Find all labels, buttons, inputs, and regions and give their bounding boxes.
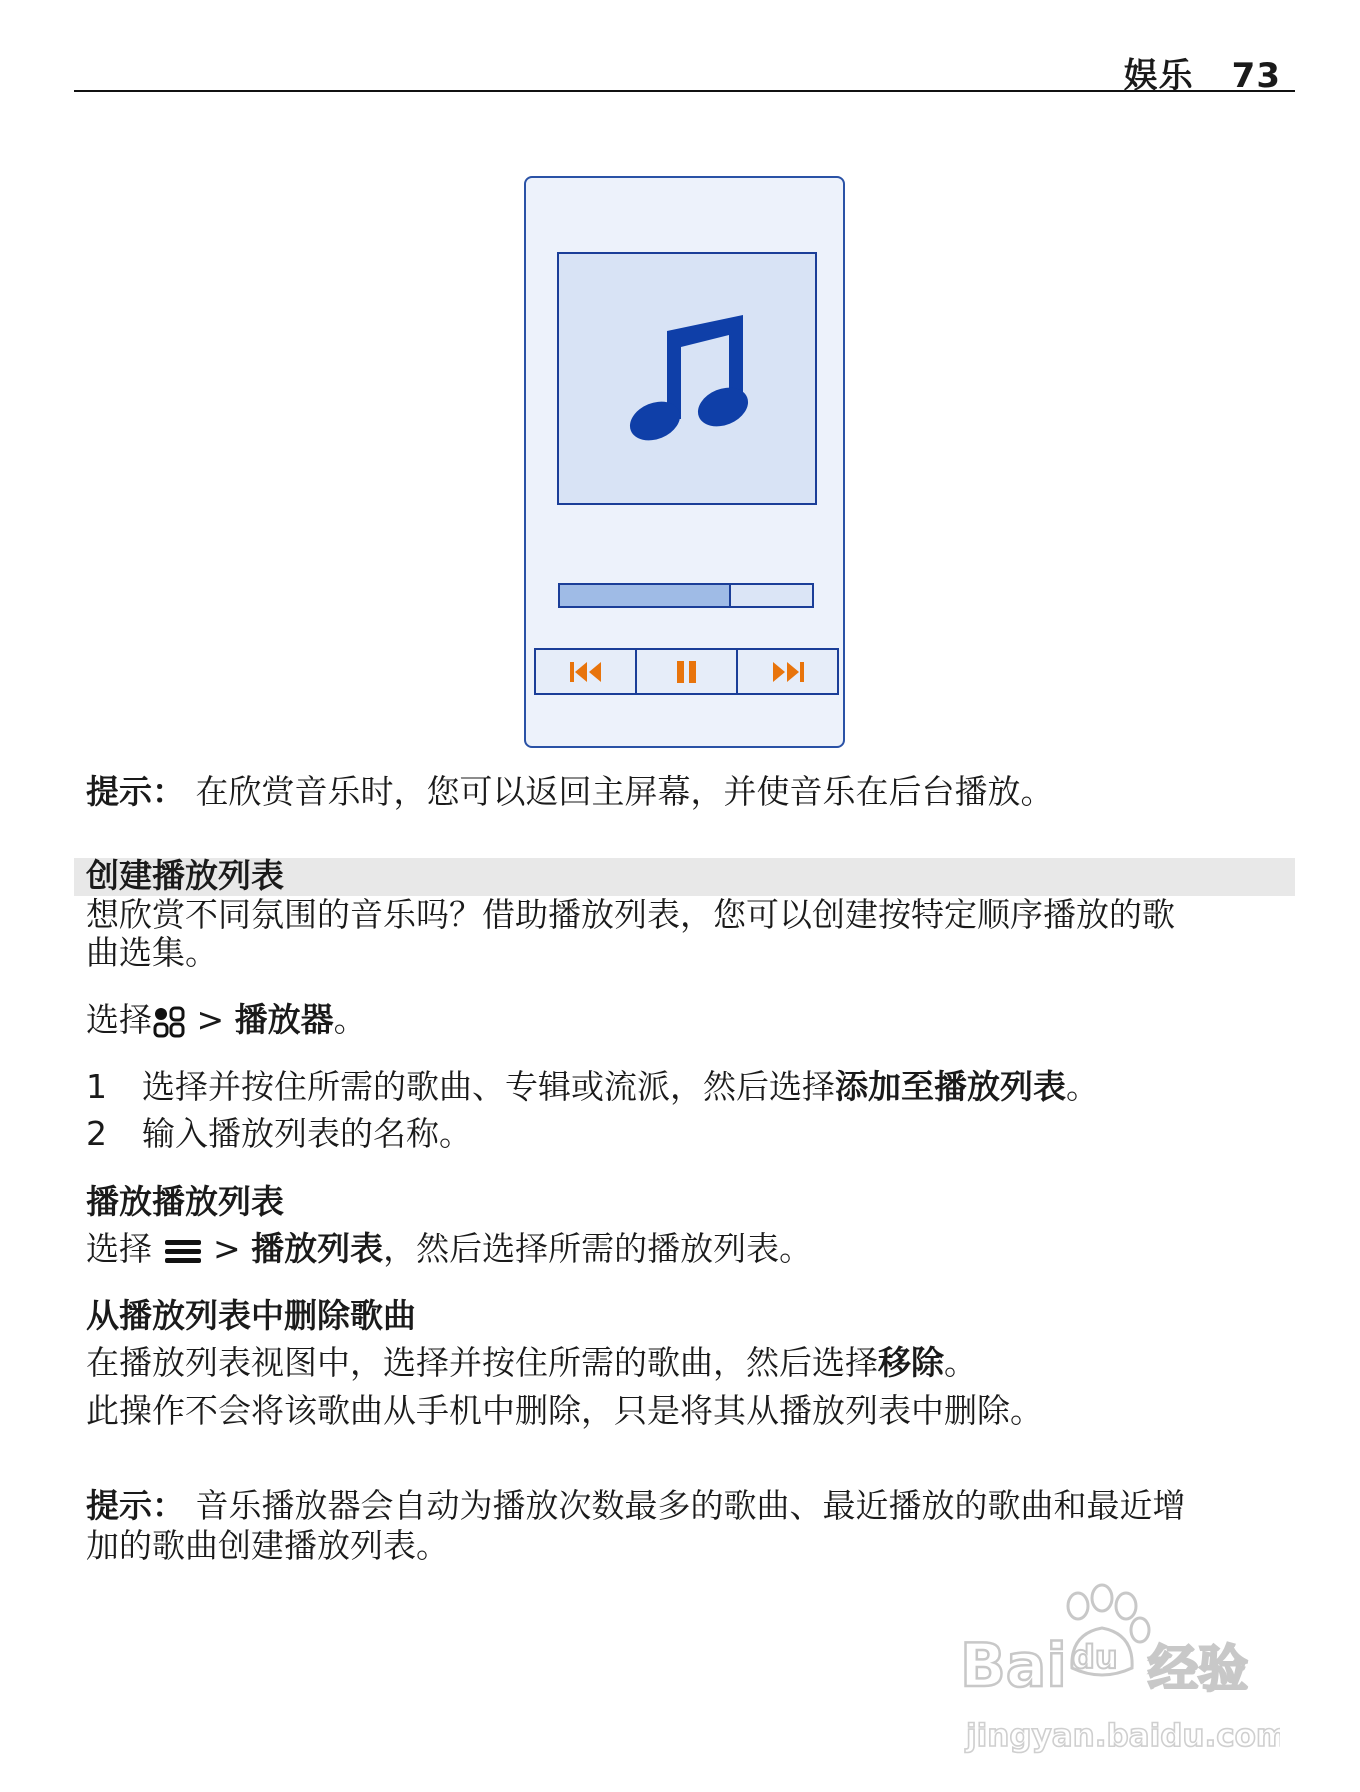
step-1	[86, 1067, 1099, 1107]
section-heading-create-playlist	[74, 858, 1295, 896]
tip-1-label: 提示：	[86, 772, 185, 811]
previous-button	[536, 650, 637, 693]
progress-bar	[558, 583, 814, 608]
apps-menu-icon	[152, 1006, 186, 1038]
section-2-prefix: 选择	[86, 1229, 152, 1268]
tip-2-line-1	[86, 1486, 1186, 1526]
header-section: 娱乐	[1123, 56, 1194, 96]
section-2-bold: 播放列表	[251, 1229, 384, 1268]
section-3-line-1-bold: 移除	[878, 1343, 944, 1382]
step-1-number: 1	[86, 1067, 107, 1106]
section-3-line-1-end: 。	[944, 1343, 977, 1382]
section-1-paragraph-line-1: 想欣赏不同氛围的音乐吗？借助播放列表，您可以创建按特定顺序播放的歌	[86, 895, 1175, 934]
playback-controls	[534, 648, 839, 695]
watermark-brand-2: du	[1072, 1638, 1118, 1676]
watermark-brand: Bai	[960, 1631, 1067, 1701]
select-end: 。	[333, 1000, 367, 1039]
tip-1	[86, 772, 1054, 812]
tip-1-text: 在欣赏音乐时，您可以返回主屏幕，并使音乐在后台播放。	[195, 772, 1054, 811]
watermark-cn: 经验	[1148, 1640, 1248, 1698]
select-target: 播放器	[234, 1000, 334, 1039]
section-1-title: 创建播放列表	[86, 856, 284, 895]
page-number: 73	[1231, 56, 1281, 96]
baidu-jingyan-watermark	[960, 1578, 1280, 1778]
step-1-end: 。	[1066, 1067, 1099, 1106]
next-button	[738, 650, 837, 693]
step-2	[86, 1114, 472, 1154]
next-track-icon	[770, 660, 806, 684]
section-3-line-2: 此操作不会将该歌曲从手机中删除，只是将其从播放列表中删除。	[86, 1391, 1043, 1430]
section-1-paragraph-line-2: 曲选集。	[86, 933, 218, 972]
select-prefix: 选择	[86, 1000, 152, 1039]
section-2-separator: >	[202, 1229, 252, 1268]
section-2-rest: ，然后选择所需的播放列表。	[383, 1229, 813, 1268]
baidu-paw-logo	[960, 1578, 1280, 1778]
section-2-title: 播放播放列表	[86, 1182, 284, 1221]
header-right	[1124, 48, 1281, 97]
progress-bar-fill	[560, 585, 731, 606]
tip-2-text-1: 音乐播放器会自动为播放次数最多的歌曲、最近播放的歌曲和最近增	[195, 1486, 1186, 1525]
previous-track-icon	[568, 660, 604, 684]
tip-2-label: 提示：	[86, 1486, 185, 1525]
tip-2-line-2: 加的歌曲创建播放列表。	[86, 1526, 449, 1565]
step-1-bold: 添加至播放列表	[835, 1067, 1066, 1106]
pause-button	[637, 650, 738, 693]
select-separator: >	[186, 1000, 235, 1039]
select-instruction	[86, 1000, 367, 1040]
page-header	[74, 44, 1295, 96]
step-2-text: 输入播放列表的名称。	[142, 1114, 472, 1153]
section-2-instruction	[86, 1229, 812, 1269]
step-2-number: 2	[86, 1114, 107, 1153]
section-3-line-1-text: 在播放列表视图中，选择并按住所需的歌曲，然后选择	[86, 1343, 878, 1382]
pause-icon	[673, 659, 701, 685]
watermark-url: jingyan.baidu.com	[966, 1718, 1280, 1754]
menu-icon	[163, 1237, 203, 1265]
section-3-title: 从播放列表中删除歌曲	[86, 1296, 416, 1335]
step-1-text: 选择并按住所需的歌曲、专辑或流派，然后选择	[142, 1067, 835, 1106]
section-3-line-1	[86, 1343, 977, 1383]
album-art	[557, 252, 817, 505]
music-player-illustration	[524, 176, 845, 748]
music-note-icon	[619, 309, 749, 449]
